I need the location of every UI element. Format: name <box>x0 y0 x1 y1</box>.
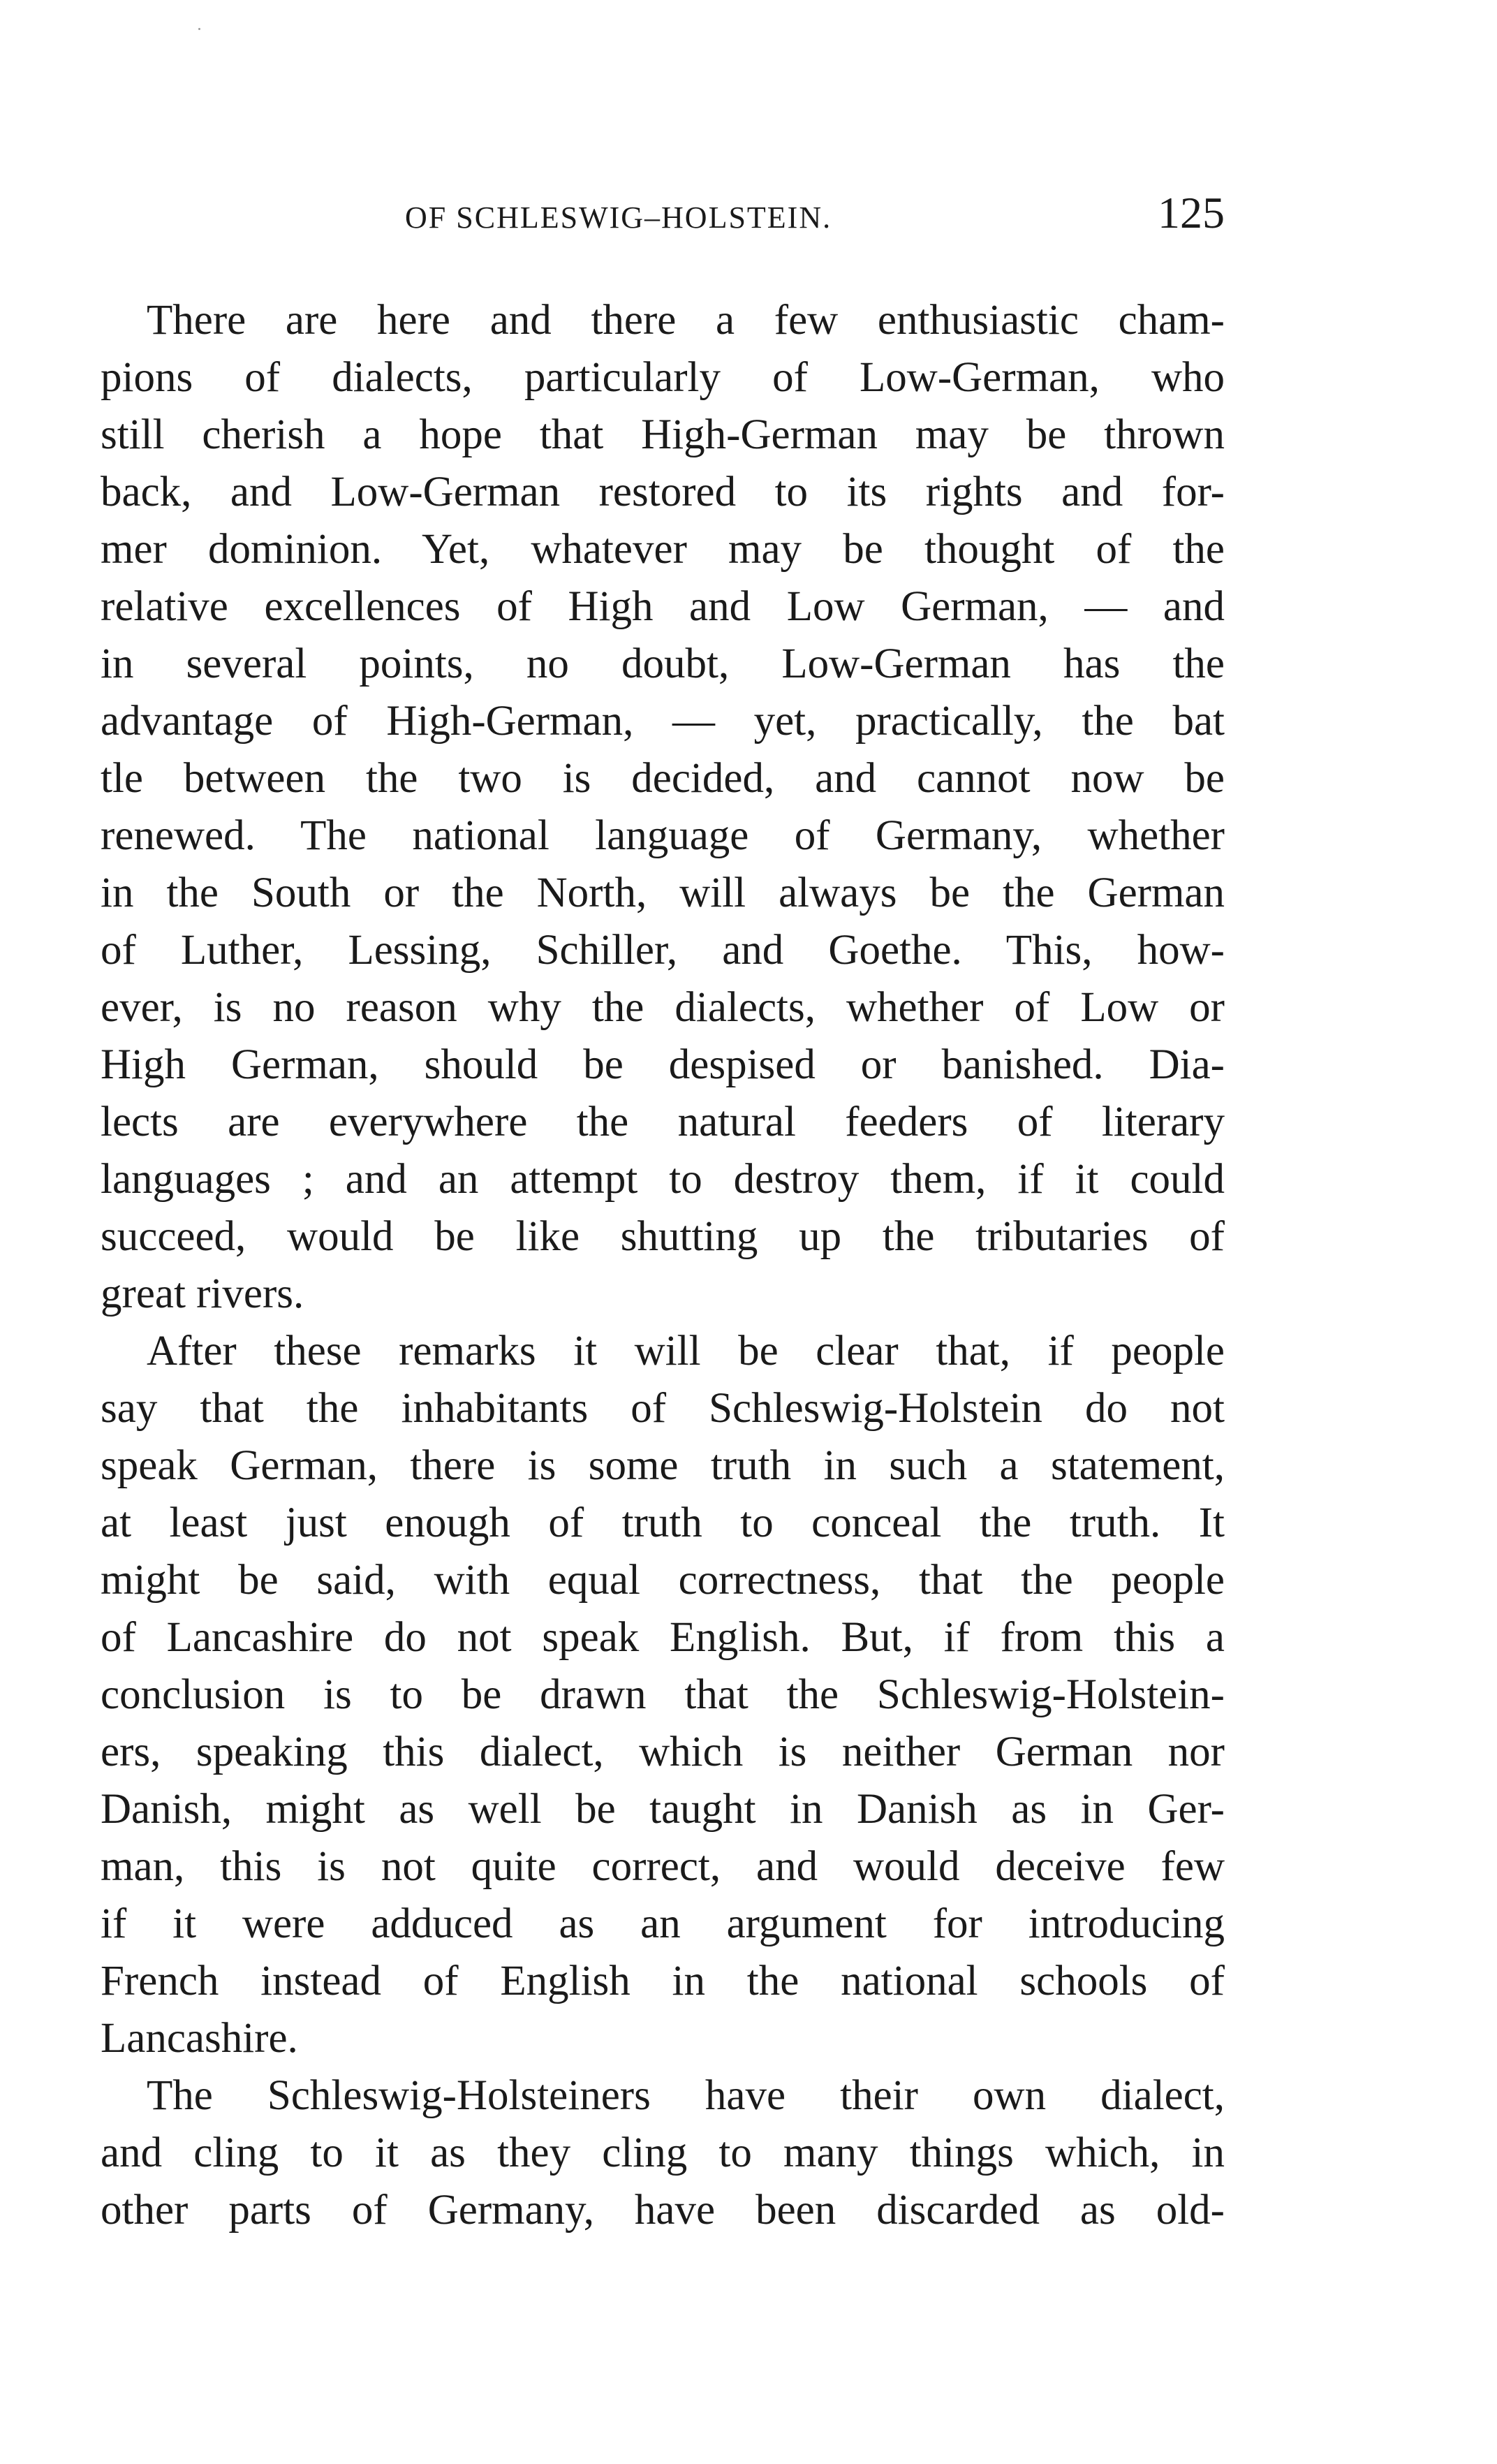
text-line: lects are everywhere the natural feeders of literary <box>101 1099 1225 1145</box>
text-line: of Lancashire do not speak English. But, if from this a <box>101 1614 1225 1661</box>
text-line: pions of dialects, particularly of Low-German, who <box>101 354 1225 401</box>
text-line: in several points, no doubt, Low-German has the <box>101 640 1225 687</box>
text-line: There are here and there a few enthusiastic cham- <box>147 297 1225 344</box>
text-line: man, this is not quite correct, and would deceive few <box>101 1843 1225 1890</box>
text-line: if it were adduced as an argument for introducing <box>101 1900 1225 1947</box>
running-title: OF SCHLESWIG–HOLSTEIN. <box>405 200 832 235</box>
text-line: French instead of English in the national schools of <box>101 1958 1225 2004</box>
text-line: mer dominion. Yet, whatever may be thought of the <box>101 526 1225 573</box>
text-line: back, and Low-German restored to its rights and for- <box>101 469 1225 515</box>
paper-speck <box>198 28 200 30</box>
text-line: say that the inhabitants of Schleswig-Holstein do not <box>101 1385 1225 1432</box>
running-head <box>101 187 1225 243</box>
text-line: other parts of Germany, have been discarded as old- <box>101 2187 1225 2234</box>
text-line: might be said, with equal correctness, that the people <box>101 1557 1225 1604</box>
text-line: languages ; and an attempt to destroy them, if it could <box>101 1156 1225 1203</box>
text-line: speak German, there is some truth in such a statement, <box>101 1442 1225 1489</box>
text-line: and cling to it as they cling to many things which, in <box>101 2129 1225 2176</box>
text-line: Danish, might as well be taught in Danish as in Ger- <box>101 1786 1225 1833</box>
body-text <box>101 292 1225 2239</box>
text-line: ever, is no reason why the dialects, whether of Low or <box>101 984 1225 1031</box>
text-line: at least just enough of truth to conceal the truth. It <box>101 1499 1225 1546</box>
text-line: After these remarks it will be clear that, if people <box>147 1328 1225 1374</box>
page-number: 125 <box>1158 188 1225 237</box>
text-line: The Schleswig-Holsteiners have their own dialect, <box>147 2072 1225 2119</box>
text-line: tle between the two is decided, and cannot now be <box>101 755 1225 802</box>
text-line: succeed, would be like shutting up the tributaries of <box>101 1213 1225 1260</box>
text-line: of Luther, Lessing, Schiller, and Goethe. This, how- <box>101 927 1225 974</box>
text-line: in the South or the North, will always be the German <box>101 870 1225 916</box>
text-line: relative excellences of High and Low German, — and <box>101 583 1225 630</box>
text-line: High German, should be despised or banished. Dia- <box>101 1041 1225 1088</box>
text-line: renewed. The national language of Germany, whether <box>101 812 1225 859</box>
text-line: conclusion is to be drawn that the Schleswig-Holstein- <box>101 1671 1225 1718</box>
text-line: Lancashire. <box>101 2015 298 2062</box>
text-line: advantage of High-German, — yet, practically, the bat <box>101 698 1225 745</box>
text-line: ers, speaking this dialect, which is neither German nor <box>101 1729 1225 1775</box>
text-line: great rivers. <box>101 1270 304 1317</box>
text-line: still cherish a hope that High-German may be thrown <box>101 411 1225 458</box>
